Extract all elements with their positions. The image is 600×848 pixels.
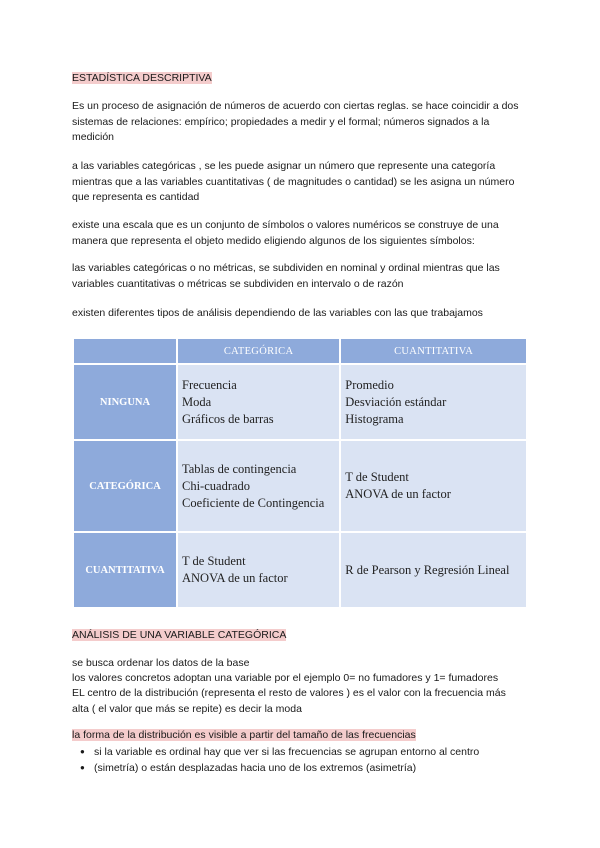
cell-line: Tablas de contingencia [182,461,297,476]
table-header-row [74,339,526,363]
table-cell [341,533,526,607]
table-cell [178,441,339,531]
cell-line: R de Pearson y Regresión Lineal [345,562,510,577]
row-label-ninguna: NINGUNA [74,365,176,439]
cell-line: Chi-cuadrado [182,478,251,493]
paragraph-definition: Es un proceso de asignación de números de acuerdo con ciertas reglas. se hace coincidir a dos sistemas de relaciones: empírico; propiedades a medir y el formal; números signados a la medición [72,100,519,143]
list-item: ● si la variable es ordinal hay que ver si las frecuencias se agrupan entorno al centro [72,744,542,760]
bullet-list [72,744,542,776]
table-header-cuantitativa: CUANTITATIVA [341,339,526,363]
row-label-categorica: CATEGÓRICA [74,441,176,531]
cell-line: Gráficos de barras [182,411,274,426]
section-title-estadistica [72,71,212,85]
table-row [74,441,526,531]
paragraph-centro: EL centro de la distribución (representa el resto de valores ) es el valor con la frecuencia más alta ( el valor que más se repite) es decir la moda [72,687,506,715]
table-header-categorica: CATEGÓRICA [178,339,339,363]
analysis-table [72,337,528,609]
table-cell [341,441,526,531]
paragraph-subdivision: las variables categóricas o no métricas, se subdividen en nominal y ordinal mientras que las variables cuantitativas o métricas se subdividen en intervalo o de razón [72,262,500,290]
section-title-text: ANÁLISIS DE UNA VARIABLE CATEGÓRICA [72,629,287,641]
cell-line: Coeficiente de Contingencia [182,495,325,510]
table-row [74,365,526,439]
cell-line: ANOVA de un factor [182,571,288,585]
paragraph-analysis-types: existen diferentes tipos de análisis dependiendo de las variables con las que trabajamos [72,307,483,319]
cell-line: T de Student [182,554,246,568]
paragraph-scale: existe una escala que es un conjunto de símbolos o valores numéricos se construye de una manera que representa el objeto medido eligiendo algunos de los siguientes símbolos: [72,219,499,247]
cell-line: T de Student [345,470,409,484]
cell-line: ANOVA de un factor [345,487,451,501]
paragraph-variables: a las variables categóricas , se les puede asignar un número que represente una categoría mientras que a las variables cuantitativas ( de magnitudes o cantidad) se les asigna un número que representa es cantidad [72,160,515,203]
cell-line: Histograma [345,411,404,426]
cell-line: Moda [182,394,212,409]
cell-line: Desviación estándar [345,394,447,409]
table-cell [178,365,339,439]
section-title-text: ESTADÍSTICA DESCRIPTIVA [72,72,212,84]
section-title-analisis [72,628,286,642]
paragraph-valores: los valores concretos adoptan una variable por el ejemplo 0= no fumadores y 1= fumadores [72,672,499,684]
paragraph-forma [72,728,532,744]
table-header-corner [74,339,176,363]
cell-line: Frecuencia [182,377,237,392]
paragraph-ordenar: se busca ordenar los datos de la base [72,657,250,669]
highlight-text: la forma de la distribución es visible a partir del tamaño de las frecuencias [72,729,416,741]
table-cell [178,533,339,607]
cell-line: Promedio [345,377,394,392]
table-row [74,533,526,607]
row-label-cuantitativa: CUANTITATIVA [74,533,176,607]
table-cell [341,365,526,439]
list-item: ● (simetría) o están desplazadas hacia uno de los extremos (asimetría) [72,760,542,776]
